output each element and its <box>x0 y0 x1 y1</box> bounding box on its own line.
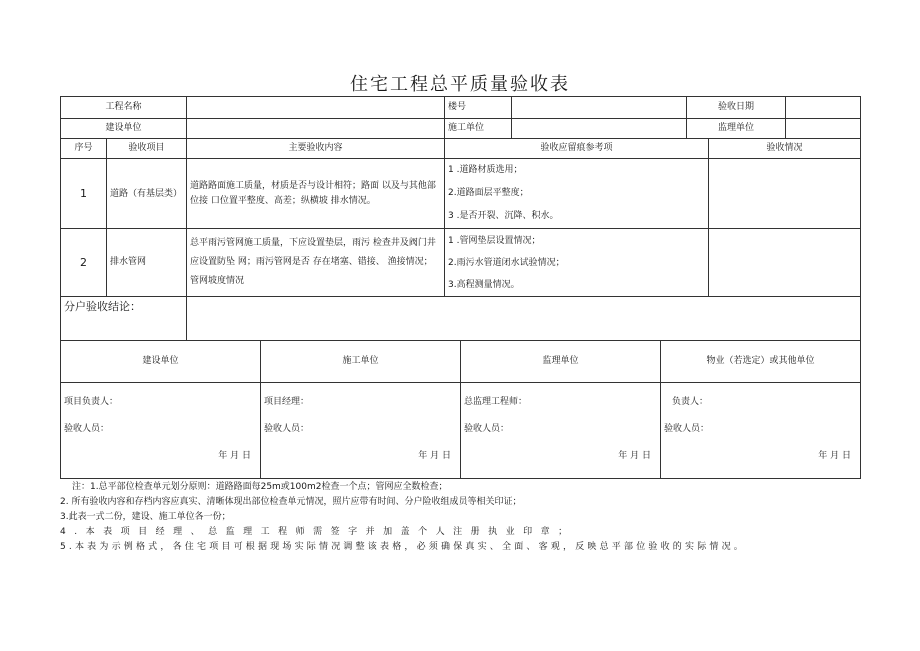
row-status-cell[interactable] <box>709 159 861 229</box>
accept-date-label: 验收日期 <box>687 97 786 118</box>
form-title: 住宅工程总平质量验收表 <box>350 74 570 95</box>
supervisor-label: 监理单位 <box>687 119 786 138</box>
retained-line: 1 .管网垫层设置情况； <box>448 235 541 246</box>
sign-cell-property[interactable] <box>661 383 861 479</box>
builder-label: 建设单位 <box>61 119 187 139</box>
row-status-cell[interactable] <box>709 229 861 297</box>
row-seq: 1 <box>61 159 107 229</box>
signoff-table <box>60 340 861 479</box>
sign-line: 项目经理： <box>264 397 310 407</box>
acceptance-table <box>60 96 861 341</box>
sign-date: 年 月 日 <box>818 451 851 461</box>
building-no-value[interactable] <box>512 97 687 118</box>
row-item: 道路（有基层类） <box>107 159 187 229</box>
conclusion-label: 分户验收结论： <box>61 297 187 341</box>
notes <box>60 480 860 555</box>
project-name-value[interactable] <box>187 97 445 119</box>
col-content: 主要验收内容 <box>187 139 445 159</box>
sign-date: 年 月 日 <box>418 451 451 461</box>
conclusion-value[interactable] <box>187 297 861 341</box>
sign-cell-supervisor[interactable] <box>461 383 661 479</box>
row-content: 道路路面施工质量，材质是否与设计相符；路面 以及与其他部位接 口位置平整度、高差；纵横坡 排水情况。 <box>187 159 445 229</box>
retained-line: 2.雨污水管道闭水试验情况； <box>448 257 565 268</box>
sign-header-property: 物业（若选定）或其他单位 <box>661 341 861 383</box>
builder-value[interactable] <box>187 119 445 139</box>
row-content: 总平雨污管网施工质量，下应设置垫层，雨污 检查井及阀门井应设置防坠 网；雨污管网是否 存在堵塞、错接、 渔接情况；管网坡度情况 <box>187 229 445 297</box>
note-line: 3.此表一式二份，建设、施工单位各一份； <box>60 512 231 522</box>
accept-date-value[interactable] <box>786 97 861 118</box>
row-seq: 2 <box>61 229 107 297</box>
note-line: 注：1.总平部位检查单元划分原则：道路路面每25m或100m2检查一个点；管网应全数检查； <box>72 482 448 492</box>
sign-header-supervisor: 监理单位 <box>461 341 661 383</box>
sign-line: 项目负责人： <box>64 397 119 407</box>
table-row <box>61 159 861 229</box>
col-item: 验收项目 <box>107 139 187 159</box>
col-status: 验收情况 <box>709 139 861 159</box>
sign-line: 验收人员： <box>64 424 110 434</box>
retained-line: 1 .道路材质选用； <box>448 165 523 175</box>
sign-cell-builder[interactable] <box>61 383 261 479</box>
row-retained <box>445 229 709 297</box>
project-name-label: 工程名称 <box>61 97 187 119</box>
sign-line: 总监理工程师： <box>464 397 528 407</box>
retained-line: 2.道路面层平整度； <box>448 188 529 198</box>
constructor-label: 施工单位 <box>448 123 485 133</box>
row-retained <box>445 159 709 229</box>
col-retained: 验收应留痕参考项 <box>445 139 709 159</box>
row-item: 排水管网 <box>107 229 187 297</box>
retained-line: 3 .是否开裂、沉降、积水。 <box>448 211 559 221</box>
sign-header-builder: 建设单位 <box>61 341 261 383</box>
sign-date: 年 月 日 <box>218 451 251 461</box>
note-line: 5.本表为示例格式，各住宅项目可根据现场实际情况调整该表格，必须确保真实、全面、客观，反映总平部位验收的实际情况。 <box>60 542 746 552</box>
supervisor-value[interactable] <box>786 119 861 138</box>
table-row <box>61 229 861 297</box>
sign-header-constructor: 施工单位 <box>261 341 461 383</box>
building-no-label: 楼号 <box>448 102 467 112</box>
sign-cell-constructor[interactable] <box>261 383 461 479</box>
note-line: 2. 所有验收内容和存档内容应真实、清晰体现出部位检查单元情况，照片应带有时间、分户险收组成员等相关印证； <box>60 497 522 507</box>
col-seq: 序号 <box>61 139 107 159</box>
sign-date: 年 月 日 <box>618 451 651 461</box>
sign-line: 验收人员： <box>664 424 710 434</box>
retained-line: 3.高程测量情况。 <box>448 279 520 290</box>
note-line: 4.本表项目经理、总监理工程师需签字并加盖个人注册执业印章； <box>60 527 576 537</box>
sign-line: 负责人： <box>672 397 709 407</box>
constructor-value[interactable] <box>512 119 687 138</box>
sign-line: 验收人员： <box>464 424 510 434</box>
sign-line: 验收人员： <box>264 424 310 434</box>
